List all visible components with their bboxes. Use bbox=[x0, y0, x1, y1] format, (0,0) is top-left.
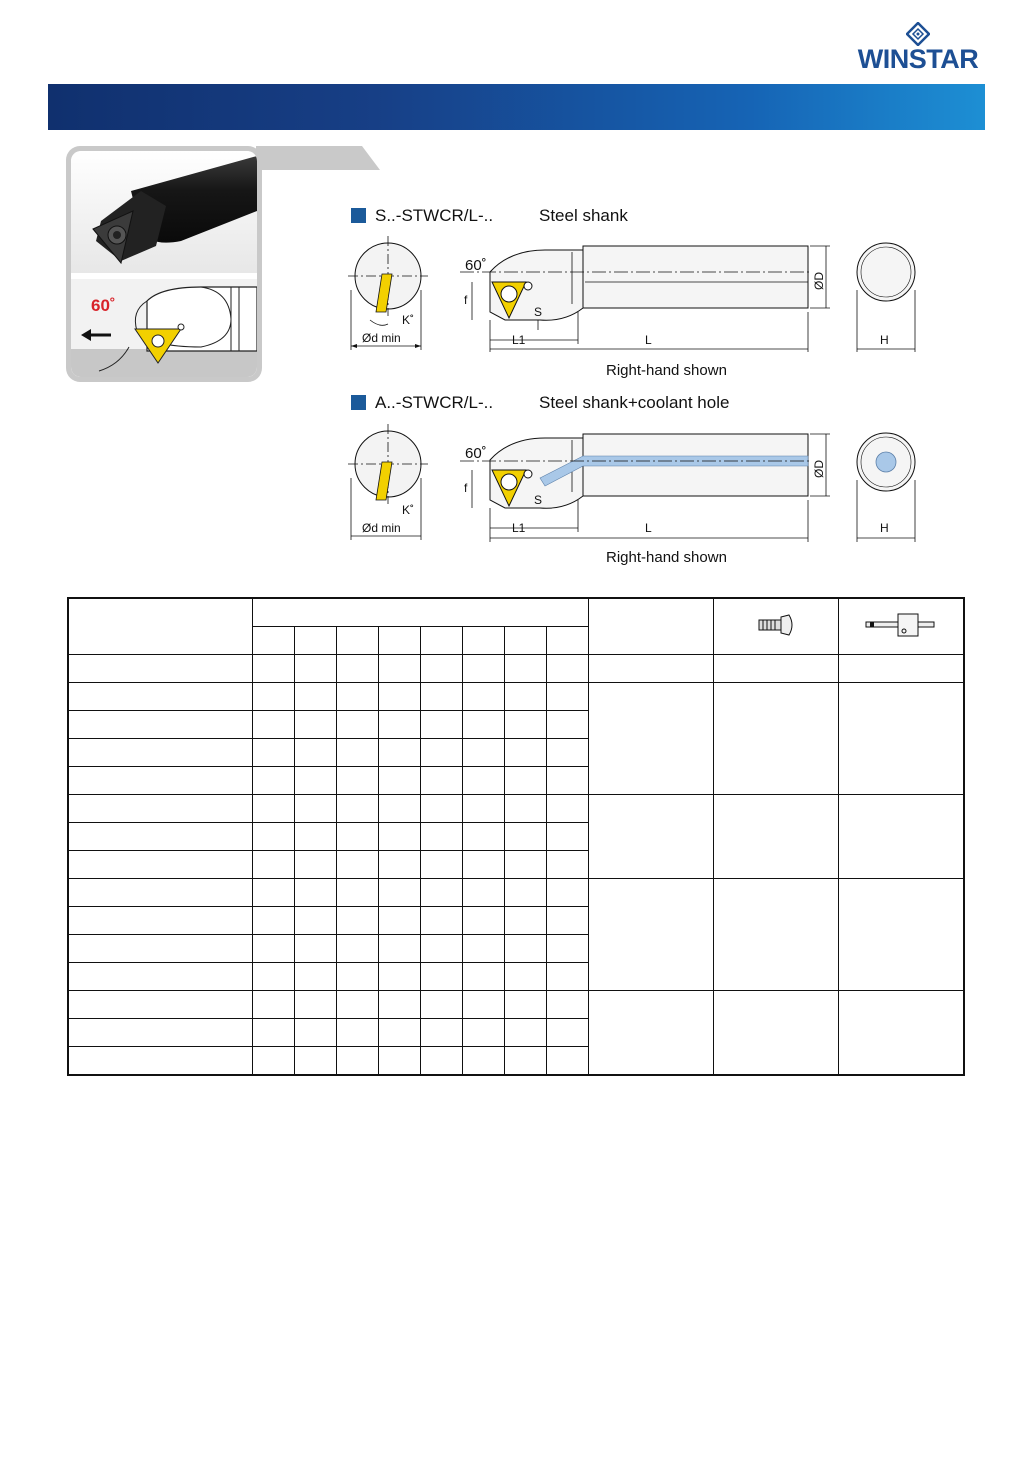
screw-icon bbox=[755, 613, 797, 637]
a-l1-label: L1 bbox=[512, 521, 526, 535]
section-a-caption: Right-hand shown bbox=[606, 549, 727, 566]
logo-diamond-icon bbox=[906, 22, 930, 46]
brand-name: WINSTAR bbox=[857, 44, 979, 74]
product-photo bbox=[71, 151, 257, 377]
brand-logo bbox=[848, 22, 988, 72]
header-key bbox=[838, 598, 964, 655]
table-header-row bbox=[68, 598, 964, 627]
s-angle-label: 60˚ bbox=[465, 257, 487, 274]
photo-tab-bevel bbox=[362, 146, 380, 170]
a-l-label: L bbox=[645, 521, 652, 535]
s-f-label: f bbox=[464, 293, 468, 307]
table-row bbox=[68, 991, 964, 1019]
s-dmin-label: Ød min bbox=[362, 331, 401, 345]
section-a-title: Steel shank+coolant hole bbox=[539, 393, 730, 412]
photo-angle-label: 60˚ bbox=[91, 296, 116, 315]
header-designation bbox=[68, 598, 252, 655]
a-f-label: f bbox=[464, 481, 468, 495]
s-l-label: L bbox=[645, 333, 652, 347]
table-row bbox=[68, 795, 964, 823]
section-a-code: A..-STWCR/L-.. bbox=[375, 393, 494, 412]
section-s-marker bbox=[351, 208, 366, 223]
product-photo-panel bbox=[66, 146, 262, 382]
a-k-label: K˚ bbox=[402, 503, 414, 517]
table-row bbox=[68, 655, 964, 683]
section-a-marker bbox=[351, 395, 366, 410]
a-dmin-label: Ød min bbox=[362, 521, 401, 535]
s-h-label: H bbox=[880, 333, 889, 347]
section-s-title: Steel shank bbox=[539, 206, 628, 225]
header-insert bbox=[588, 598, 713, 655]
section-s-code: S..-STWCR/L-.. bbox=[375, 206, 494, 225]
table-row bbox=[68, 879, 964, 907]
section-s-caption: Right-hand shown bbox=[606, 362, 727, 379]
a-s-label: S bbox=[534, 493, 543, 507]
s-od-label: ØD bbox=[812, 272, 826, 290]
drawing-coolant-shank bbox=[340, 418, 940, 548]
spec-table bbox=[67, 597, 965, 1076]
s-l1-label: L1 bbox=[512, 333, 526, 347]
header-screw bbox=[713, 598, 838, 655]
s-s-label: S bbox=[534, 305, 543, 319]
table-row bbox=[68, 683, 964, 711]
a-od-label: ØD bbox=[812, 460, 826, 478]
drawing-steel-shank bbox=[340, 232, 940, 362]
s-k-label: K˚ bbox=[402, 313, 414, 327]
torx-key-icon bbox=[864, 612, 938, 638]
a-angle-label: 60˚ bbox=[465, 445, 487, 462]
header-band bbox=[48, 84, 985, 130]
a-h-label: H bbox=[880, 521, 889, 535]
header-dimensions bbox=[252, 598, 588, 627]
